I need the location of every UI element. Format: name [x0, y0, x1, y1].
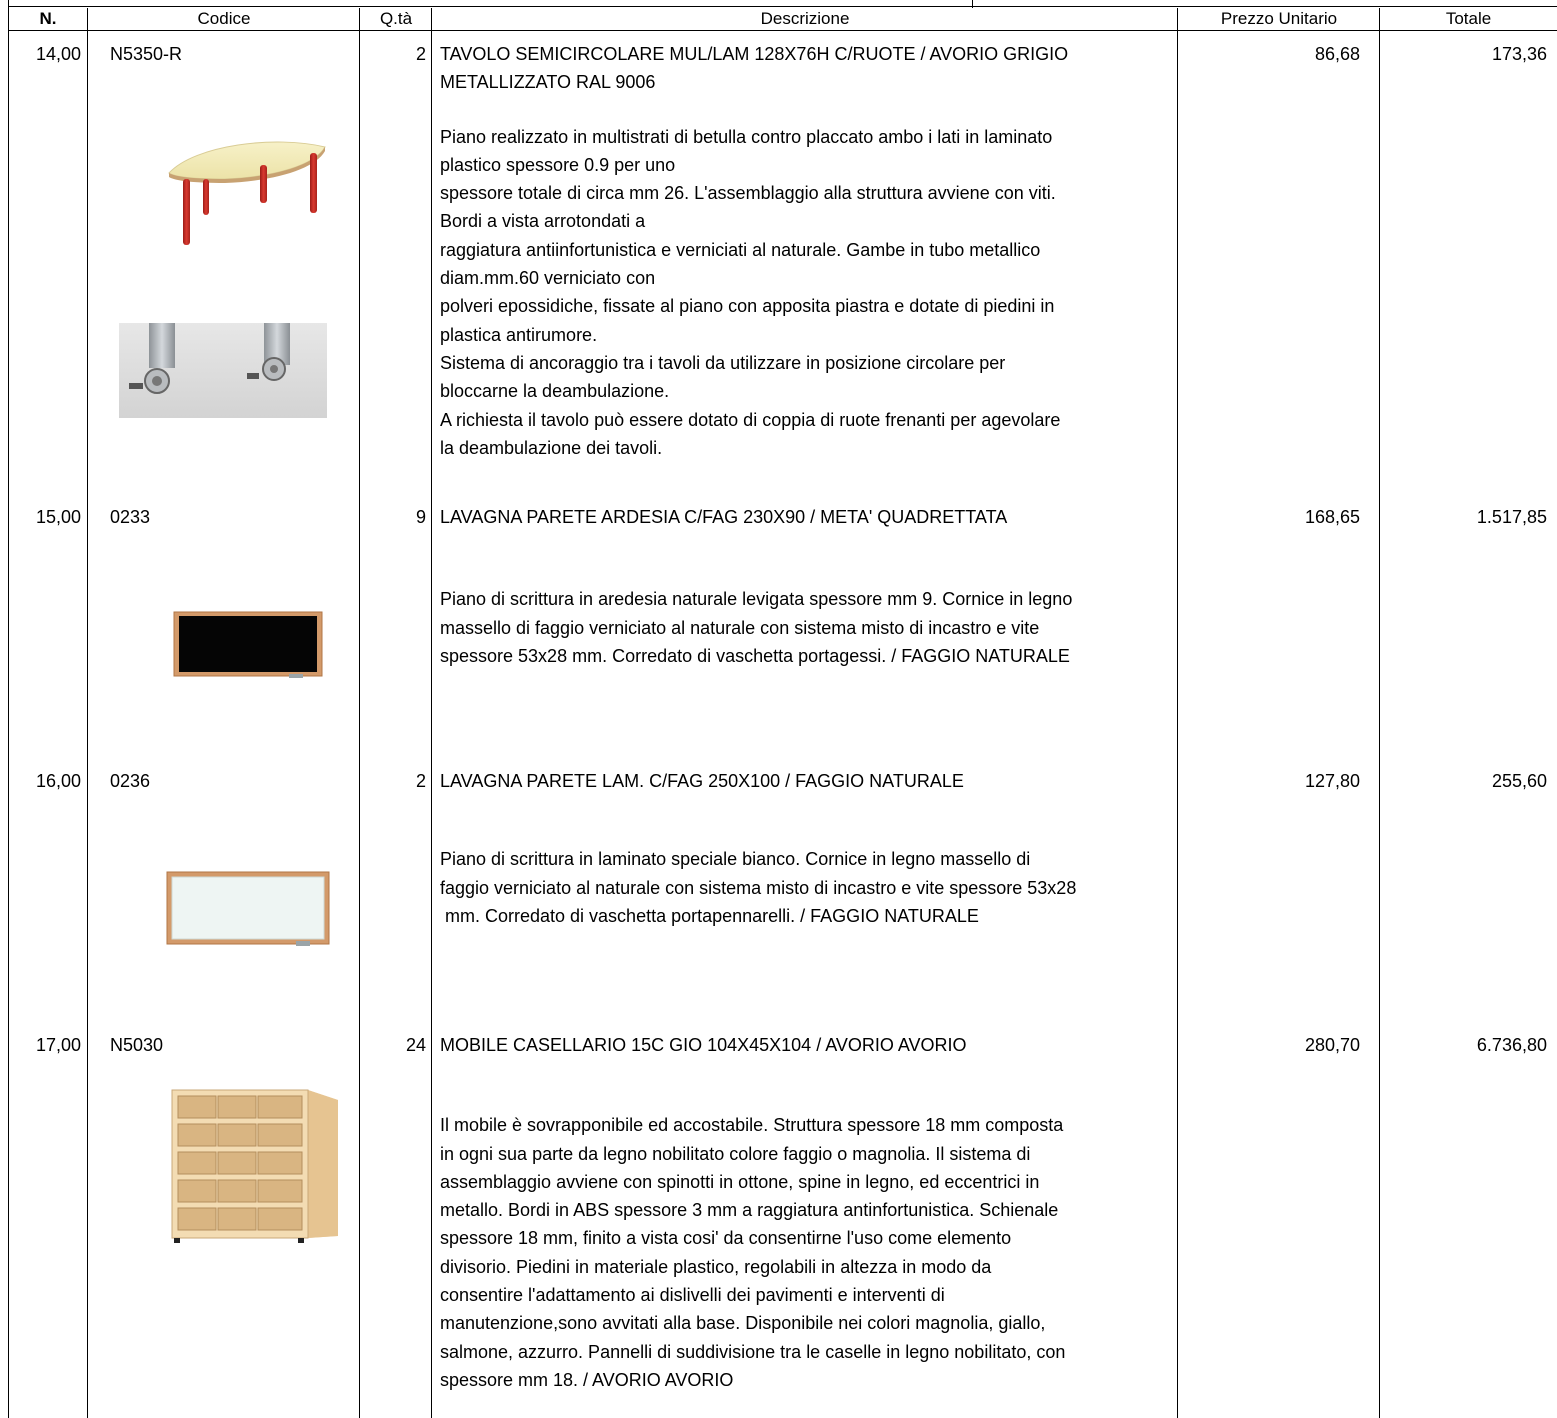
- description-line: manutenzione,sono avvitati alla base. Disponibile nei colori magnolia, giallo,: [440, 1313, 1046, 1334]
- description-line: in ogni sua parte da legno nobilitato colore faggio o magnolia. Il sistema di: [440, 1143, 1031, 1164]
- header-total: Totale: [1445, 9, 1492, 28]
- column-divider: [87, 8, 88, 1418]
- description-line: la deambulazione dei tavoli.: [440, 437, 663, 458]
- semicircular-table-image: [165, 135, 330, 250]
- row-qty: 2: [415, 44, 426, 64]
- description-title-line: LAVAGNA PARETE ARDESIA C/FAG 230X90 / META' QUADRETTATA: [440, 507, 1008, 527]
- header-divider: [8, 30, 1557, 31]
- whiteboard-image: [166, 871, 330, 949]
- column-divider: [1379, 8, 1380, 1418]
- description-line: spessore mm 18. / AVORIO AVORIO: [440, 1369, 734, 1390]
- row-number: 17,00: [35, 1035, 81, 1055]
- row-code: N5030: [110, 1035, 164, 1055]
- header-description: Descrizione: [760, 9, 850, 28]
- row-number: 16,00: [35, 771, 81, 791]
- column-divider: [359, 8, 360, 1418]
- row-total: 6.736,80: [1476, 1035, 1547, 1055]
- description-line: consentire l'adattamento ai dislivelli dei pavimenti e interventi di: [440, 1285, 945, 1306]
- row-number: 15,00: [35, 507, 81, 527]
- row-unit-price: 168,65: [1304, 507, 1360, 527]
- row-description: [440, 503, 1175, 670]
- description-line: massello di faggio verniciato al naturale con sistema misto di incastro e vite: [440, 617, 1040, 638]
- description-line: divisorio. Piedini in materiale plastico, regolabili in altezza in modo da: [440, 1256, 992, 1277]
- row-unit-price: 86,68: [1314, 44, 1360, 64]
- description-line: Sistema di ancoraggio tra i tavoli da utilizzare in posizione circolare per: [440, 352, 1006, 373]
- column-divider: [431, 8, 432, 1418]
- row-unit-price: 280,70: [1304, 1035, 1360, 1055]
- description-title-line: TAVOLO SEMICIRCOLARE MUL/LAM 128X76H C/RUOTE / AVORIO GRIGIO: [440, 44, 1069, 64]
- row-code: 0233: [110, 507, 151, 527]
- description-line: assemblaggio avviene con spinotti in ottone, spine in legno, ed eccentrici in: [440, 1171, 1040, 1192]
- row-qty: 24: [405, 1035, 426, 1055]
- row-total: 173,36: [1491, 44, 1547, 64]
- header-unit-price: Prezzo Unitario: [1220, 9, 1338, 28]
- description-line: plastico spessore 0.9 per uno: [440, 154, 676, 175]
- header-n: N.: [39, 9, 57, 28]
- description-line: spessore totale di circa mm 26. L'assemblaggio alla struttura avviene con viti.: [440, 183, 1056, 204]
- description-line: spessore 53x28 mm. Corredato di vaschetta portagessi. / FAGGIO NATURALE: [440, 645, 1070, 666]
- description-line: mm. Corredato di vaschetta portapennarelli. / FAGGIO NATURALE: [440, 905, 979, 926]
- row-description: [440, 40, 1175, 462]
- description-line: salmone, azzurro. Pannelli di suddivisione tra le caselle in legno nobilitato, con: [440, 1341, 1066, 1362]
- description-line: polveri epossidiche, fissate al piano con apposita piastra e dotate di piedini in: [440, 296, 1055, 317]
- description-line: A richiesta il tavolo può essere dotato di coppia di ruote frenanti per agevolare: [440, 409, 1061, 430]
- chalkboard-image: [173, 611, 323, 679]
- row-qty: 2: [415, 771, 426, 791]
- row-code: N5350-R: [110, 44, 183, 64]
- column-divider: [1177, 8, 1178, 1418]
- top-border: [0, 0, 1557, 8]
- row-unit-price: 127,80: [1304, 771, 1360, 791]
- description-line: spessore 18 mm, finito a vista cosi' da consentirne l'uso come elemento: [440, 1228, 1012, 1249]
- row-description: [440, 1031, 1175, 1394]
- row-qty: 9: [415, 507, 426, 527]
- description-line: Bordi a vista arrotondati a: [440, 211, 646, 232]
- description-line: plastica antirumore.: [440, 324, 598, 345]
- description-line: diam.mm.60 verniciato con: [440, 268, 656, 289]
- description-line: Piano di scrittura in aredesia naturale levigata spessore mm 9. Cornice in legno: [440, 589, 1073, 610]
- column-divider: [8, 8, 9, 1418]
- row-description: [440, 767, 1175, 930]
- description-line: metallo. Bordi in ABS spessore 3 mm a raggiatura antinfortunistica. Schienale: [440, 1200, 1059, 1221]
- description-title-line: LAVAGNA PARETE LAM. C/FAG 250X100 / FAGGIO NATURALE: [440, 771, 964, 791]
- description-line: raggiatura antiinfortunistica e verniciati al naturale. Gambe in tubo metallico: [440, 239, 1041, 260]
- description-line: faggio verniciato al naturale con sistema misto di incastro e vite spessore 53x28: [440, 877, 1077, 898]
- description-line: Il mobile è sovrapponibile ed accostabile. Struttura spessore 18 mm composta: [440, 1115, 1064, 1136]
- description-line: Piano realizzato in multistrati di betulla contro placcato ambo i lati in laminato: [440, 126, 1053, 147]
- row-number: 14,00: [35, 44, 81, 64]
- header-code: Codice: [197, 9, 251, 28]
- caster-wheels-image: [119, 323, 327, 418]
- description-line: bloccarne la deambulazione.: [440, 381, 670, 402]
- row-total: 255,60: [1491, 771, 1547, 791]
- description-title-line: MOBILE CASELLARIO 15C GIO 104X45X104 / AVORIO AVORIO: [440, 1035, 967, 1055]
- cubby-cabinet-image: [168, 1086, 340, 1244]
- description-title-line: METALLIZZATO RAL 9006: [440, 72, 656, 93]
- header-qty: Q.tà: [379, 9, 413, 28]
- description-line: Piano di scrittura in laminato speciale bianco. Cornice in legno massello di: [440, 849, 1031, 870]
- row-total: 1.517,85: [1476, 507, 1547, 527]
- row-code: 0236: [110, 771, 151, 791]
